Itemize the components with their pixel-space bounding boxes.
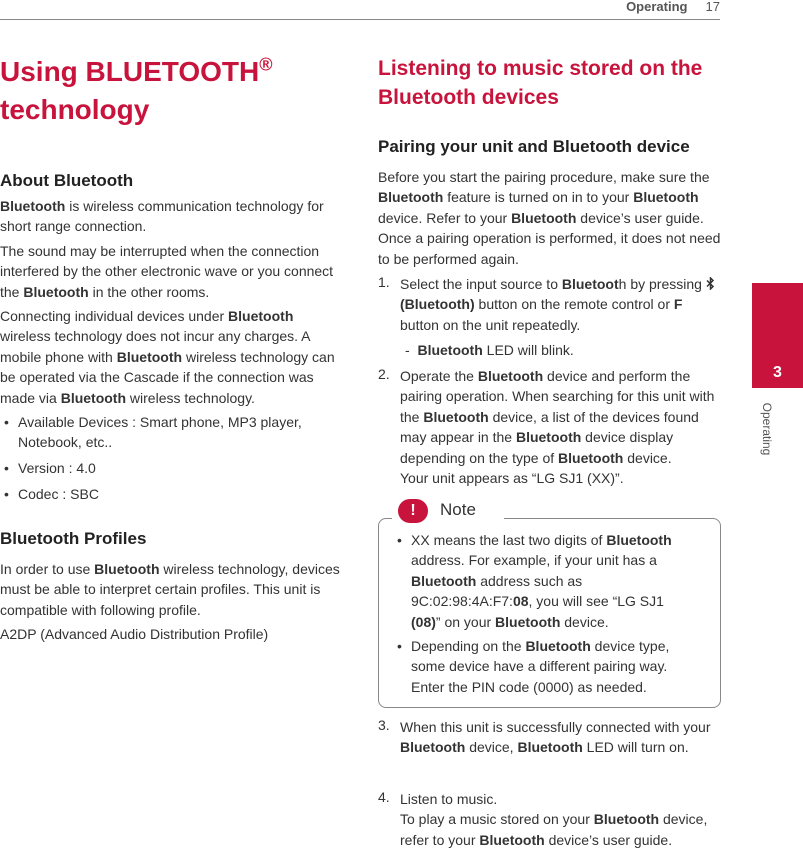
about-paragraph-1: Bluetooth is wireless communication technology for short range connection.	[0, 198, 324, 235]
about-heading: About Bluetooth	[0, 171, 134, 190]
note-label: Note	[440, 500, 476, 519]
header-section: Operating	[626, 0, 688, 14]
chapter-label: Operating	[760, 402, 774, 456]
chapter-label-wrap	[758, 398, 776, 462]
chapter-number: 3	[773, 364, 782, 381]
about-paragraph-3: Connecting individual devices under Bluetooth wireless technology does not incur any charges. A mobile phone with Bluetooth wireless technology can be operated via the Cascade if the connection was made via Bluetooth wireless technology.	[0, 308, 335, 406]
pairing-heading: Pairing your unit and Bluetooth device	[378, 137, 690, 156]
page-header	[626, 0, 720, 14]
about-paragraph-2: The sound may be interrupted when the connection interfered by the other electronic wave or you connect the Bluetooth in the other rooms.	[0, 243, 334, 300]
profiles-a2dp: A2DP (Advanced Audio Distribution Profile)	[0, 626, 269, 642]
title-part-1: Using BLUETOOTH	[0, 56, 260, 87]
chapter-tab	[752, 283, 803, 388]
note-item-2: • Depending on the Bluetooth device type, some device have a different pairing way. Enter the PIN code (0000) as needed.	[411, 636, 691, 697]
title-part-2: technology	[0, 94, 150, 125]
page-title	[0, 53, 340, 129]
step-2: Operate the Bluetooth device and perform the pairing operation. When searching for this unit with the Bluetooth device, a list of the devices found may appear in the Bluetooth device display depending on the type of Bluetooth device. Your unit appears as “LG SJ1 (XX)”.	[400, 368, 715, 487]
step-1: Select the input source to Bluetooth by pressing (Bluetooth) button on the remote control or F button on the unit repeatedly.	[400, 274, 720, 335]
profiles-heading: Bluetooth Profiles	[0, 529, 147, 548]
step-number: 4.	[378, 789, 390, 805]
step-4: Listen to music. To play a music stored on your Bluetooth device, refer to your Bluetooth device’s user guide.	[400, 791, 708, 848]
list-item: • Codec : SBC	[18, 484, 338, 504]
list-item: • Available Devices : Smart phone, MP3 player, Notebook, etc..	[18, 412, 338, 453]
step-1-sub: - Bluetooth LED will blink.	[405, 342, 574, 358]
registered-mark: ®	[259, 54, 273, 75]
page-number: 17	[705, 0, 720, 14]
section-title: Listening to music stored on the Bluetooth devices	[378, 57, 703, 109]
step-number: 3.	[378, 717, 390, 733]
bluetooth-icon	[706, 277, 715, 290]
profiles-paragraph: In order to use Bluetooth wireless technology, devices must be able to interpret certain profiles. This unit is compatible with following profile.	[0, 561, 340, 618]
step-number: 1.	[378, 274, 390, 290]
exclamation-icon: !	[398, 499, 428, 523]
note-item-1: • XX means the last two digits of Bluetooth address. For example, if your unit has a Bluetooth address such as 9C:02:98:4A:F7:08, you will see “LG SJ1 (08)” on your Bluetooth device.	[411, 530, 691, 632]
step-number: 2.	[378, 366, 390, 382]
header-divider	[0, 19, 720, 20]
pairing-intro: Before you start the pairing procedure, make sure the Bluetooth feature is turned on in to your Bluetooth device. Refer to your Bluetooth device’s user guide. Once a pairing operation is performed, it does not need to be performed again.	[378, 169, 721, 267]
step-3: When this unit is successfully connected with your Bluetooth device, Bluetooth LED will turn on.	[400, 719, 711, 756]
list-item: • Version : 4.0	[18, 458, 338, 478]
